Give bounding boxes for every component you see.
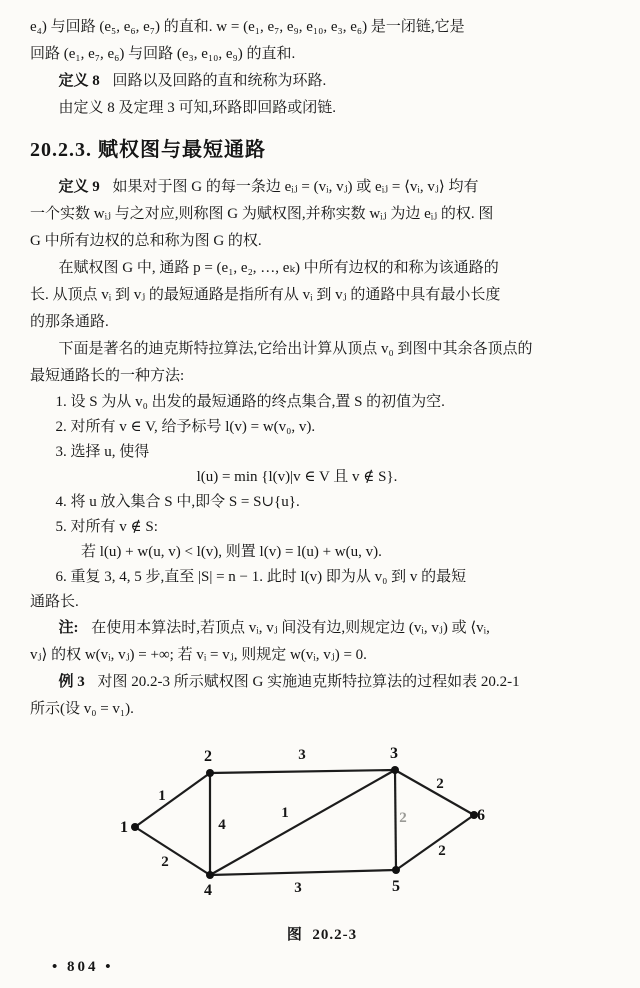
node-label: 6 — [477, 807, 485, 824]
edge-weight-label: 2 — [438, 843, 446, 859]
text-line: 的那条通路. — [30, 314, 109, 330]
graph-edge-5-6 — [396, 815, 474, 870]
text-line: G 中所有边权的总和称为图 G 的权. — [30, 233, 262, 249]
note-text: 在使用本算法时,若顶点 vᵢ, vⱼ 间没有边,则规定边 (vᵢ, vⱼ) 或 ⟨vᵢ, — [91, 620, 490, 636]
graph-edge-4-5 — [210, 870, 396, 875]
algorithm-step-5-detail: 若 l(u) + w(u, v) < l(v), 则置 l(v) = l(u) + w(u, v). — [81, 544, 382, 560]
algorithm-step-3-formula: l(u) = min {l(v)|v ∈ V 且 v ∉ S}. — [196, 469, 398, 485]
weighted-graph-figure — [30, 725, 614, 946]
example-3-text: 对图 20.2-3 所示赋权图 G 实施迪克斯特拉算法的过程如表 20.2-1 — [97, 674, 520, 690]
edge-weight-label: 3 — [294, 880, 302, 896]
node-label: 4 — [204, 882, 212, 899]
text-line: vⱼ⟩ 的权 w(vᵢ, vⱼ) = +∞; 若 vᵢ = vⱼ, 则规定 w(vᵢ, vⱼ) = 0. — [30, 647, 367, 663]
node-label: 5 — [392, 878, 400, 895]
graph-node-3 — [391, 766, 399, 774]
edge-weight-label: 1 — [281, 805, 289, 821]
dijkstra-algorithm-steps — [30, 390, 614, 615]
edge-weight-label: 4 — [218, 817, 226, 833]
algorithm-step-4: 4. 将 u 放入集合 S 中,即令 S = S∪{u}. — [55, 494, 300, 510]
example-3-line — [30, 669, 614, 696]
algorithm-step-1: 1. 设 S 为从 v₀ 出发的最短通路的终点集合,置 S 的初值为空. — [55, 394, 445, 410]
graph-node-5 — [392, 866, 400, 874]
graph-node-4 — [206, 871, 214, 879]
graph-edge-3-6 — [395, 770, 474, 815]
text-line: 由定义 8 及定理 3 可知,环路即回路或闭链. — [58, 100, 337, 116]
graph-edge-1-2 — [135, 773, 210, 827]
algorithm-step-2: 2. 对所有 v ∈ V, 给予标号 l(v) = w(v₀, v). — [55, 419, 316, 435]
edge-weight-label: 1 — [158, 788, 166, 804]
node-label: 1 — [120, 819, 128, 836]
text-line: 一个实数 wᵢⱼ 与之对应,则称图 G 为赋权图,并称实数 wᵢⱼ 为边 eᵢⱼ 的权. 图 — [30, 206, 494, 222]
graph-edge-1-4 — [135, 827, 210, 875]
definition-9-paragraph — [30, 174, 614, 390]
definition-9-label: 定义 9 — [58, 179, 100, 195]
graph-edge-3-5 — [395, 770, 396, 870]
text-line: 在赋权图 G 中, 通路 p = (e₁, e₂, …, eₖ) 中所有边权的和称为该通路的 — [58, 260, 499, 276]
definition-9-text: 如果对于图 G 的每一条边 eᵢⱼ = (vᵢ, vⱼ) 或 eᵢⱼ = ⟨vᵢ, vⱼ⟩ 均有 — [112, 179, 479, 195]
definition-8-label: 定义 8 — [58, 73, 100, 89]
section-heading: 20.2.3. 赋权图与最短通路 — [30, 139, 266, 161]
edge-weight-label: 2 — [161, 854, 169, 870]
algorithm-step-6-continued: 通路长. — [30, 594, 79, 610]
algorithm-step-6: 6. 重复 3, 4, 5 步,直至 |S| = n − 1. 此时 l(v) 即为从 v₀ 到 v 的最短 — [55, 569, 467, 585]
note-paragraph — [30, 615, 614, 669]
page-number: • 804 • — [52, 959, 114, 975]
text-line: 长. 从顶点 vᵢ 到 vⱼ 的最短通路是指所有从 vᵢ 到 vⱼ 的通路中具有最小长度 — [30, 287, 501, 303]
text-line: 最短通路长的一种方法: — [30, 368, 185, 384]
text-line: e₄) 与回路 (e₅, e₆, e₇) 的直和. w = (e₁, e₇, e₉, e₁₀, e₃, e₆) 是一闭链,它是 — [30, 19, 465, 35]
example-3-label: 例 3 — [58, 674, 85, 690]
edge-weight-label: 2 — [436, 776, 444, 792]
algorithm-step-5: 5. 对所有 v ∉ S: — [55, 519, 158, 535]
algorithm-step-3: 3. 选择 u, 使得 — [55, 444, 150, 460]
text-line: 下面是著名的迪克斯特拉算法,它给出计算从顶点 v₀ 到图中其余各顶点的 — [58, 341, 533, 357]
graph-edge-4-3 — [210, 770, 395, 875]
graph-node-1 — [131, 823, 139, 831]
note-label: 注: — [58, 620, 79, 636]
note-line — [30, 615, 614, 642]
graph-edge-2-3 — [210, 770, 395, 773]
edge-weight-label: 3 — [298, 747, 306, 763]
intro-paragraph — [30, 14, 614, 122]
example-3-paragraph — [30, 669, 614, 723]
node-label: 2 — [204, 748, 212, 765]
text-line: 回路 (e₁, e₇, e₆) 与回路 (e₃, e₁₀, e₉) 的直和. — [30, 46, 296, 62]
graph-svg — [30, 725, 614, 910]
graph-node-2 — [206, 769, 214, 777]
definition-9-line — [30, 174, 614, 201]
edge-weight-label: 2 — [399, 810, 407, 826]
figure-caption: 图 20.2-3 — [286, 927, 358, 943]
definition-8-line — [30, 68, 614, 95]
node-label: 3 — [390, 745, 398, 762]
definition-8-text: 回路以及回路的直和统称为环路. — [112, 73, 327, 89]
text-line: 所示(设 v₀ = v₁). — [30, 701, 134, 717]
